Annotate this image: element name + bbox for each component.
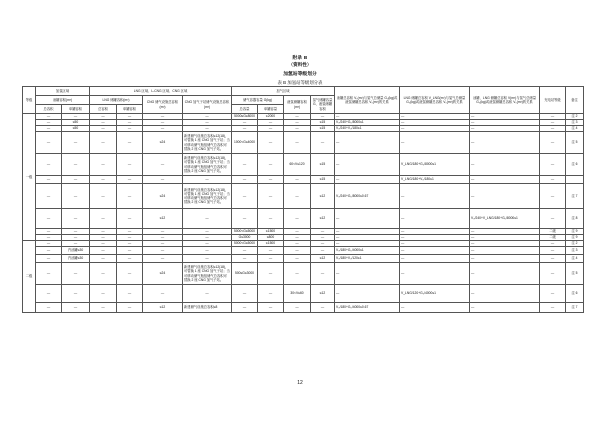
table-body (23, 114, 584, 313)
table-cell: — (90, 247, 117, 255)
table-cell: — (62, 285, 90, 303)
table-cell: — (117, 235, 143, 241)
table-cell: — (143, 235, 183, 241)
table-cell: — (258, 209, 284, 229)
merged-note-cell: 新建储气设施总容积≤12(18)，可替换 1 座 CNG 加气子站；当可移动储气瓶组储气总容积可替换 2 座 CNG 加气子站。 (183, 132, 232, 154)
header-h-tank: 氢气储罐容量 G、液氢储罐容积 (311, 96, 335, 114)
table-cell: — (470, 154, 540, 176)
table-cell: 注 5 (566, 132, 584, 154)
table-cell: — (258, 255, 284, 263)
table-cell: — (470, 126, 540, 132)
table-cell: — (232, 209, 258, 229)
table-cell: — (258, 126, 284, 132)
table-cell: V₀/240+G₀/8000≤0.67 (335, 184, 400, 209)
table-cell: — (183, 255, 232, 263)
table-cell: V₀/180+G₀/4000≤1 (335, 247, 400, 255)
table-cell: — (258, 263, 284, 285)
table-cell: — (183, 235, 232, 241)
header-tank-volume: 液氢储罐容积 (m³) (284, 96, 311, 114)
table-cell: ≤15 (311, 120, 335, 126)
table-cell: — (117, 247, 143, 255)
table-cell: ≤50 (62, 126, 90, 132)
table-cell: — (540, 255, 566, 263)
header-group-gas: 加气区域 (232, 87, 335, 96)
table-cell: — (284, 209, 311, 229)
table-cell: 注 8 (566, 209, 584, 229)
appendix-nature: （资料性） (288, 62, 312, 67)
table-cell: — (258, 120, 284, 126)
table-cell: — (258, 176, 284, 184)
table-cell: — (470, 241, 540, 247)
merged-note-cell: 新建储气设施总容积≤8 (183, 303, 232, 313)
header-rel-oil: 油罐总容积 V₀(m³)与氢气总储量 G₀(kg)或液氢储罐总容积 V₀(m³)的关系 (335, 87, 400, 114)
table-cell: — (540, 247, 566, 255)
header-note: 备注 (566, 87, 584, 114)
table-cell: — (335, 235, 400, 241)
table-cell: ≤12 (311, 255, 335, 263)
table-row (23, 285, 584, 303)
table-cell: — (117, 255, 143, 263)
table-cell: — (540, 285, 566, 303)
table-cell: — (143, 255, 183, 263)
table-cell: — (232, 126, 258, 132)
table-row (23, 132, 584, 154)
table-cell: 注 7 (566, 303, 584, 313)
table-cell: ≤1500 (258, 229, 284, 235)
table-cell: — (311, 229, 335, 235)
table-cell: — (90, 120, 117, 126)
table-cell: — (232, 303, 258, 313)
table-cell: — (470, 263, 540, 285)
table-cell: — (258, 132, 284, 154)
table-cell: 二级 (540, 235, 566, 241)
table-cell: — (143, 154, 183, 176)
table-cell: 5000≤G≤8000 (232, 114, 258, 120)
table-cell: — (540, 176, 566, 184)
table-cell: V_LNG/180+G₀/8000≤1 (400, 154, 470, 176)
table-cell: — (540, 120, 566, 126)
table-cell: — (311, 235, 335, 241)
table-cell: — (90, 114, 117, 120)
table-cell: — (90, 303, 117, 313)
table-cell: V₀/180+V₀/120≤1 (335, 255, 400, 263)
table-cell: — (284, 235, 311, 241)
table-cell: — (117, 120, 143, 126)
table-cell: 二级 (540, 229, 566, 235)
table-cell: — (117, 114, 143, 120)
table-cell: 注 2 (566, 241, 584, 247)
table-cell: ≤12 (311, 184, 335, 209)
table-cell: — (36, 126, 62, 132)
table-cell: — (470, 132, 540, 154)
header-lng-single: 单罐容积 (117, 105, 143, 114)
table-cell: — (90, 126, 117, 132)
table-cell: — (284, 303, 311, 313)
table-cell: — (470, 114, 540, 120)
table-cell: 30<V≤60 (284, 285, 311, 303)
table-cell: — (400, 126, 470, 132)
table-cell: — (90, 241, 117, 247)
table-cell: ≤24 (143, 132, 183, 154)
page-number: 12 (297, 380, 303, 386)
table-cell: — (400, 241, 470, 247)
table-cell: — (117, 241, 143, 247)
table-cell: — (90, 255, 117, 263)
level-second: 二级 (23, 241, 36, 313)
table-cell: ≤12 (311, 285, 335, 303)
header-rel-lng: LNG 储罐总容积 V_LNG(m³)与氢气总储量 G₀(kg)或液氢储罐总容积 V₀(m³)的关系 (400, 87, 470, 114)
table-cell: V_LNG/180+V₀/180≤1 (400, 176, 470, 184)
header-level: 等级 (23, 87, 36, 114)
header-cng-total: CNG 储气设施总容积(m³) (143, 96, 183, 114)
table-cell: ≤24 (143, 263, 183, 285)
table-cell: — (400, 303, 470, 313)
table-cell: ≤12 (311, 209, 335, 229)
table-cell: — (335, 241, 400, 247)
table-cell: — (90, 209, 117, 229)
appendix-label: 附录 B (292, 55, 308, 60)
table-cell: — (62, 154, 90, 176)
table-cell: — (540, 154, 566, 176)
table-cell: — (540, 209, 566, 229)
document-title: 加氢站等级划分 (283, 72, 317, 77)
table-cell: — (540, 184, 566, 209)
table-cell: — (36, 303, 62, 313)
table-cell: 注 2 (566, 114, 584, 120)
table-cell: V₀/180+G₀/4000≤0.67 (335, 303, 400, 313)
header-group-hydrogen: 加氢区域 (36, 87, 90, 96)
table-cell: — (143, 120, 183, 126)
table-row (23, 176, 584, 184)
table-cell: G≤3000 (232, 235, 258, 241)
table-cell: 5000<G≤5000 (232, 241, 258, 247)
table-cell: — (258, 247, 284, 255)
table-cell: — (470, 303, 540, 313)
table-cell: V₀/240+V_LNG/180+G₀/8000≤1 (470, 209, 540, 229)
table-cell: — (90, 235, 117, 241)
table-cell: ≤2000 (258, 114, 284, 120)
table-cell: — (143, 241, 183, 247)
table-cell: ≤800 (258, 235, 284, 241)
table-cell: — (232, 154, 258, 176)
header-gas-storage: 储气容器容量 G(kg) (232, 96, 284, 105)
table-cell: 1000<G≤4000 (232, 132, 258, 154)
table-cell: — (62, 184, 90, 209)
table-cell: — (117, 154, 143, 176)
table-cell: — (470, 247, 540, 255)
table-cell: 注 3 (566, 120, 584, 126)
table-cell: — (62, 241, 90, 247)
table-cell: 注 6 (566, 285, 584, 303)
table-cell: — (311, 247, 335, 255)
table-cell: — (90, 132, 117, 154)
table-row (23, 303, 584, 313)
header-oil-total: 总容积 (36, 105, 62, 114)
table-cell: — (335, 154, 400, 176)
table-cell: 5000<G≤5000 (232, 229, 258, 235)
table-cell: 60<V≤120 (284, 154, 311, 176)
table-cell: — (335, 209, 400, 229)
table-cell: — (62, 114, 90, 120)
table-cell: 注 7 (566, 184, 584, 209)
header-charge-level: 充电站等级 (540, 87, 566, 114)
table-cell: ≤1500 (258, 241, 284, 247)
table-cell: — (36, 132, 62, 154)
header-group-lng: LNG 区域、L-CNG 区域、CNG 区域 (90, 87, 232, 96)
level-first: 一级 (23, 114, 36, 241)
table-cell: — (143, 247, 183, 255)
table-cell: — (90, 176, 117, 184)
header-lng-storage: LNG 储罐容积(m³) (90, 96, 143, 105)
table-cell: — (183, 247, 232, 255)
table-cell: — (470, 285, 540, 303)
table-cell: — (284, 176, 311, 184)
table-cell: — (143, 229, 183, 235)
table-cell: — (400, 132, 470, 154)
table-cell: — (335, 114, 400, 120)
table-cell: — (183, 285, 232, 303)
table-cell: 注 3 (566, 247, 584, 255)
table-cell: — (62, 263, 90, 285)
header-cng-mother: CNG 加气子站储气设施总容积(m³) (183, 96, 232, 114)
table-cell: — (36, 255, 62, 263)
table-cell: — (311, 241, 335, 247)
table-cell: — (143, 126, 183, 132)
table-cell: — (36, 247, 62, 255)
table-cell: — (36, 235, 62, 241)
table-cell: — (400, 209, 470, 229)
table-cell: — (232, 184, 258, 209)
table-cell: — (470, 255, 540, 263)
table-cell: — (117, 184, 143, 209)
table-cell: — (540, 114, 566, 120)
table-cell: 汽油罐≤30 (62, 255, 90, 263)
table-cell: — (143, 114, 183, 120)
table-cell: 注 4 (566, 126, 584, 132)
merged-note-cell: 新建储气设施总容积≤12(18)，可替换 1 座 CNG 加气子站；当可移动储气瓶组储气总容积可替换 2 座 CNG 加气子站。 (183, 154, 232, 176)
table-cell: — (117, 263, 143, 285)
table-cell: — (62, 229, 90, 235)
table-cell: — (400, 184, 470, 209)
table-cell: — (183, 176, 232, 184)
table-cell: — (540, 303, 566, 313)
table-cell: — (258, 154, 284, 176)
table-cell: — (232, 255, 258, 263)
table-cell: — (117, 126, 143, 132)
header-gas-total: 总容量 (232, 105, 258, 114)
table-cell: 500≤G≤3000 (232, 263, 258, 285)
merged-note-cell: 新建储气设施总容积≤12(18)，可替换 1 座 CNG 加气子站；当可移动储气瓶组储气总容积可替换 2 座 CNG 加气子站。 (183, 184, 232, 209)
header-gas-single: 单罐容量 (258, 105, 284, 114)
table-cell: — (90, 285, 117, 303)
table-cell: — (183, 126, 232, 132)
table-cell: ≤15 (311, 126, 335, 132)
table-cell: — (284, 126, 311, 132)
table-cell: — (36, 229, 62, 235)
table-cell: 注 9 (566, 235, 584, 241)
table-cell: — (90, 154, 117, 176)
table-cell: — (284, 229, 311, 235)
table-cell: — (540, 132, 566, 154)
table-cell: ≤15 (311, 154, 335, 176)
table-row (23, 247, 584, 255)
table-cell: — (258, 285, 284, 303)
table-cell: — (90, 263, 117, 285)
table-cell: ≤24 (143, 184, 183, 209)
table-cell: — (36, 241, 62, 247)
table-cell: — (117, 303, 143, 313)
table-cell: — (335, 229, 400, 235)
table-cell: — (335, 132, 400, 154)
table-cell: — (311, 303, 335, 313)
table-cell: ≤50 (62, 120, 90, 126)
table-row (23, 255, 584, 263)
table-cell: — (143, 285, 183, 303)
table-cell: ≤12 (143, 209, 183, 229)
table-cell: V₀/240+G₀/8000≤1 (335, 120, 400, 126)
table-cell: — (284, 120, 311, 126)
table-cell: — (311, 263, 335, 285)
merged-note-cell: 新建储气设施总容积≤12(18)，可替换 1 座 CNG 加气子站；当可移动储气瓶组储气总容积可替换 2 座 CNG 加气子站。 (183, 263, 232, 285)
table-cell: — (284, 184, 311, 209)
table-cell: — (62, 176, 90, 184)
table-cell: V_LNG/120+G₀/4000≤1 (400, 285, 470, 303)
table-cell: — (90, 184, 117, 209)
table-row (23, 209, 584, 229)
table-cell: — (36, 176, 62, 184)
table-cell: V₀/240+V₀/180≤1 (335, 126, 400, 132)
table-cell: — (232, 120, 258, 126)
table-cell: — (284, 132, 311, 154)
table-cell: 注 6 (566, 154, 584, 176)
table-cell: — (335, 176, 400, 184)
table-cell: ≤12 (143, 303, 183, 313)
table-cell: — (400, 255, 470, 263)
table-cell: — (117, 285, 143, 303)
table-cell: — (335, 285, 400, 303)
table-cell: — (311, 132, 335, 154)
table-cell: — (335, 263, 400, 285)
table-cell: — (400, 229, 470, 235)
table-row (23, 263, 584, 285)
table-cell: — (183, 114, 232, 120)
table-cell: — (36, 263, 62, 285)
table-cell: — (400, 235, 470, 241)
table-cell: — (258, 303, 284, 313)
header-lng-total: 总容积 (90, 105, 117, 114)
header-oil-single: 单罐容积 (62, 105, 90, 114)
table-cell: — (36, 285, 62, 303)
table-cell: — (470, 235, 540, 241)
table-cell: — (470, 120, 540, 126)
table-cell: — (117, 209, 143, 229)
table-cell: — (400, 114, 470, 120)
table-cell: — (117, 176, 143, 184)
table-cell: — (470, 229, 540, 235)
table-cell: — (36, 154, 62, 176)
table-cell: — (232, 247, 258, 255)
table-cell: — (36, 209, 62, 229)
table-cell: — (400, 120, 470, 126)
table-cell: — (540, 263, 566, 285)
table-cell: — (284, 114, 311, 120)
table-cell: — (311, 114, 335, 120)
table-cell: — (540, 126, 566, 132)
table-cell: — (36, 114, 62, 120)
table-cell: — (284, 255, 311, 263)
table-cell: — (284, 263, 311, 285)
table-cell: — (62, 303, 90, 313)
grading-table (22, 86, 584, 313)
table-cell: — (540, 241, 566, 247)
table-cell: — (232, 285, 258, 303)
table-cell: — (470, 184, 540, 209)
header-oil-storage: 油罐容积(m³) (36, 96, 90, 105)
table-cell: — (183, 241, 232, 247)
table-cell: — (143, 176, 183, 184)
table-cell (566, 176, 584, 184)
table-cell: — (470, 176, 540, 184)
table-cell: 注 5 (566, 263, 584, 285)
table-cell: — (183, 229, 232, 235)
table-caption: 表 B 加氢站等级划分表 (277, 80, 323, 85)
table-cell: — (284, 241, 311, 247)
table-cell: — (117, 132, 143, 154)
table-cell: — (284, 247, 311, 255)
table-cell: — (400, 247, 470, 255)
table-cell: — (232, 176, 258, 184)
table-cell: ≤15 (311, 176, 335, 184)
table-cell: — (183, 120, 232, 126)
table-cell: — (258, 184, 284, 209)
table-cell: — (62, 132, 90, 154)
table-cell: — (183, 209, 232, 229)
table-cell: 注 4 (566, 255, 584, 263)
header-rel-mixed: 油罐、LNG 储罐总容积 V(m³)与氢气总储量 G₀(kg)或液氢储罐总容积 V₀(m³)的关系 (470, 87, 540, 114)
table-row (23, 184, 584, 209)
table-row (23, 154, 584, 176)
table-cell: — (117, 229, 143, 235)
table-cell: — (90, 229, 117, 235)
table-cell: 注 9 (566, 229, 584, 235)
table-cell: 汽油罐≤30 (62, 247, 90, 255)
table-cell: — (62, 235, 90, 241)
table-cell: — (36, 184, 62, 209)
table-cell: — (36, 120, 62, 126)
table-cell: — (400, 263, 470, 285)
table-cell: — (62, 209, 90, 229)
